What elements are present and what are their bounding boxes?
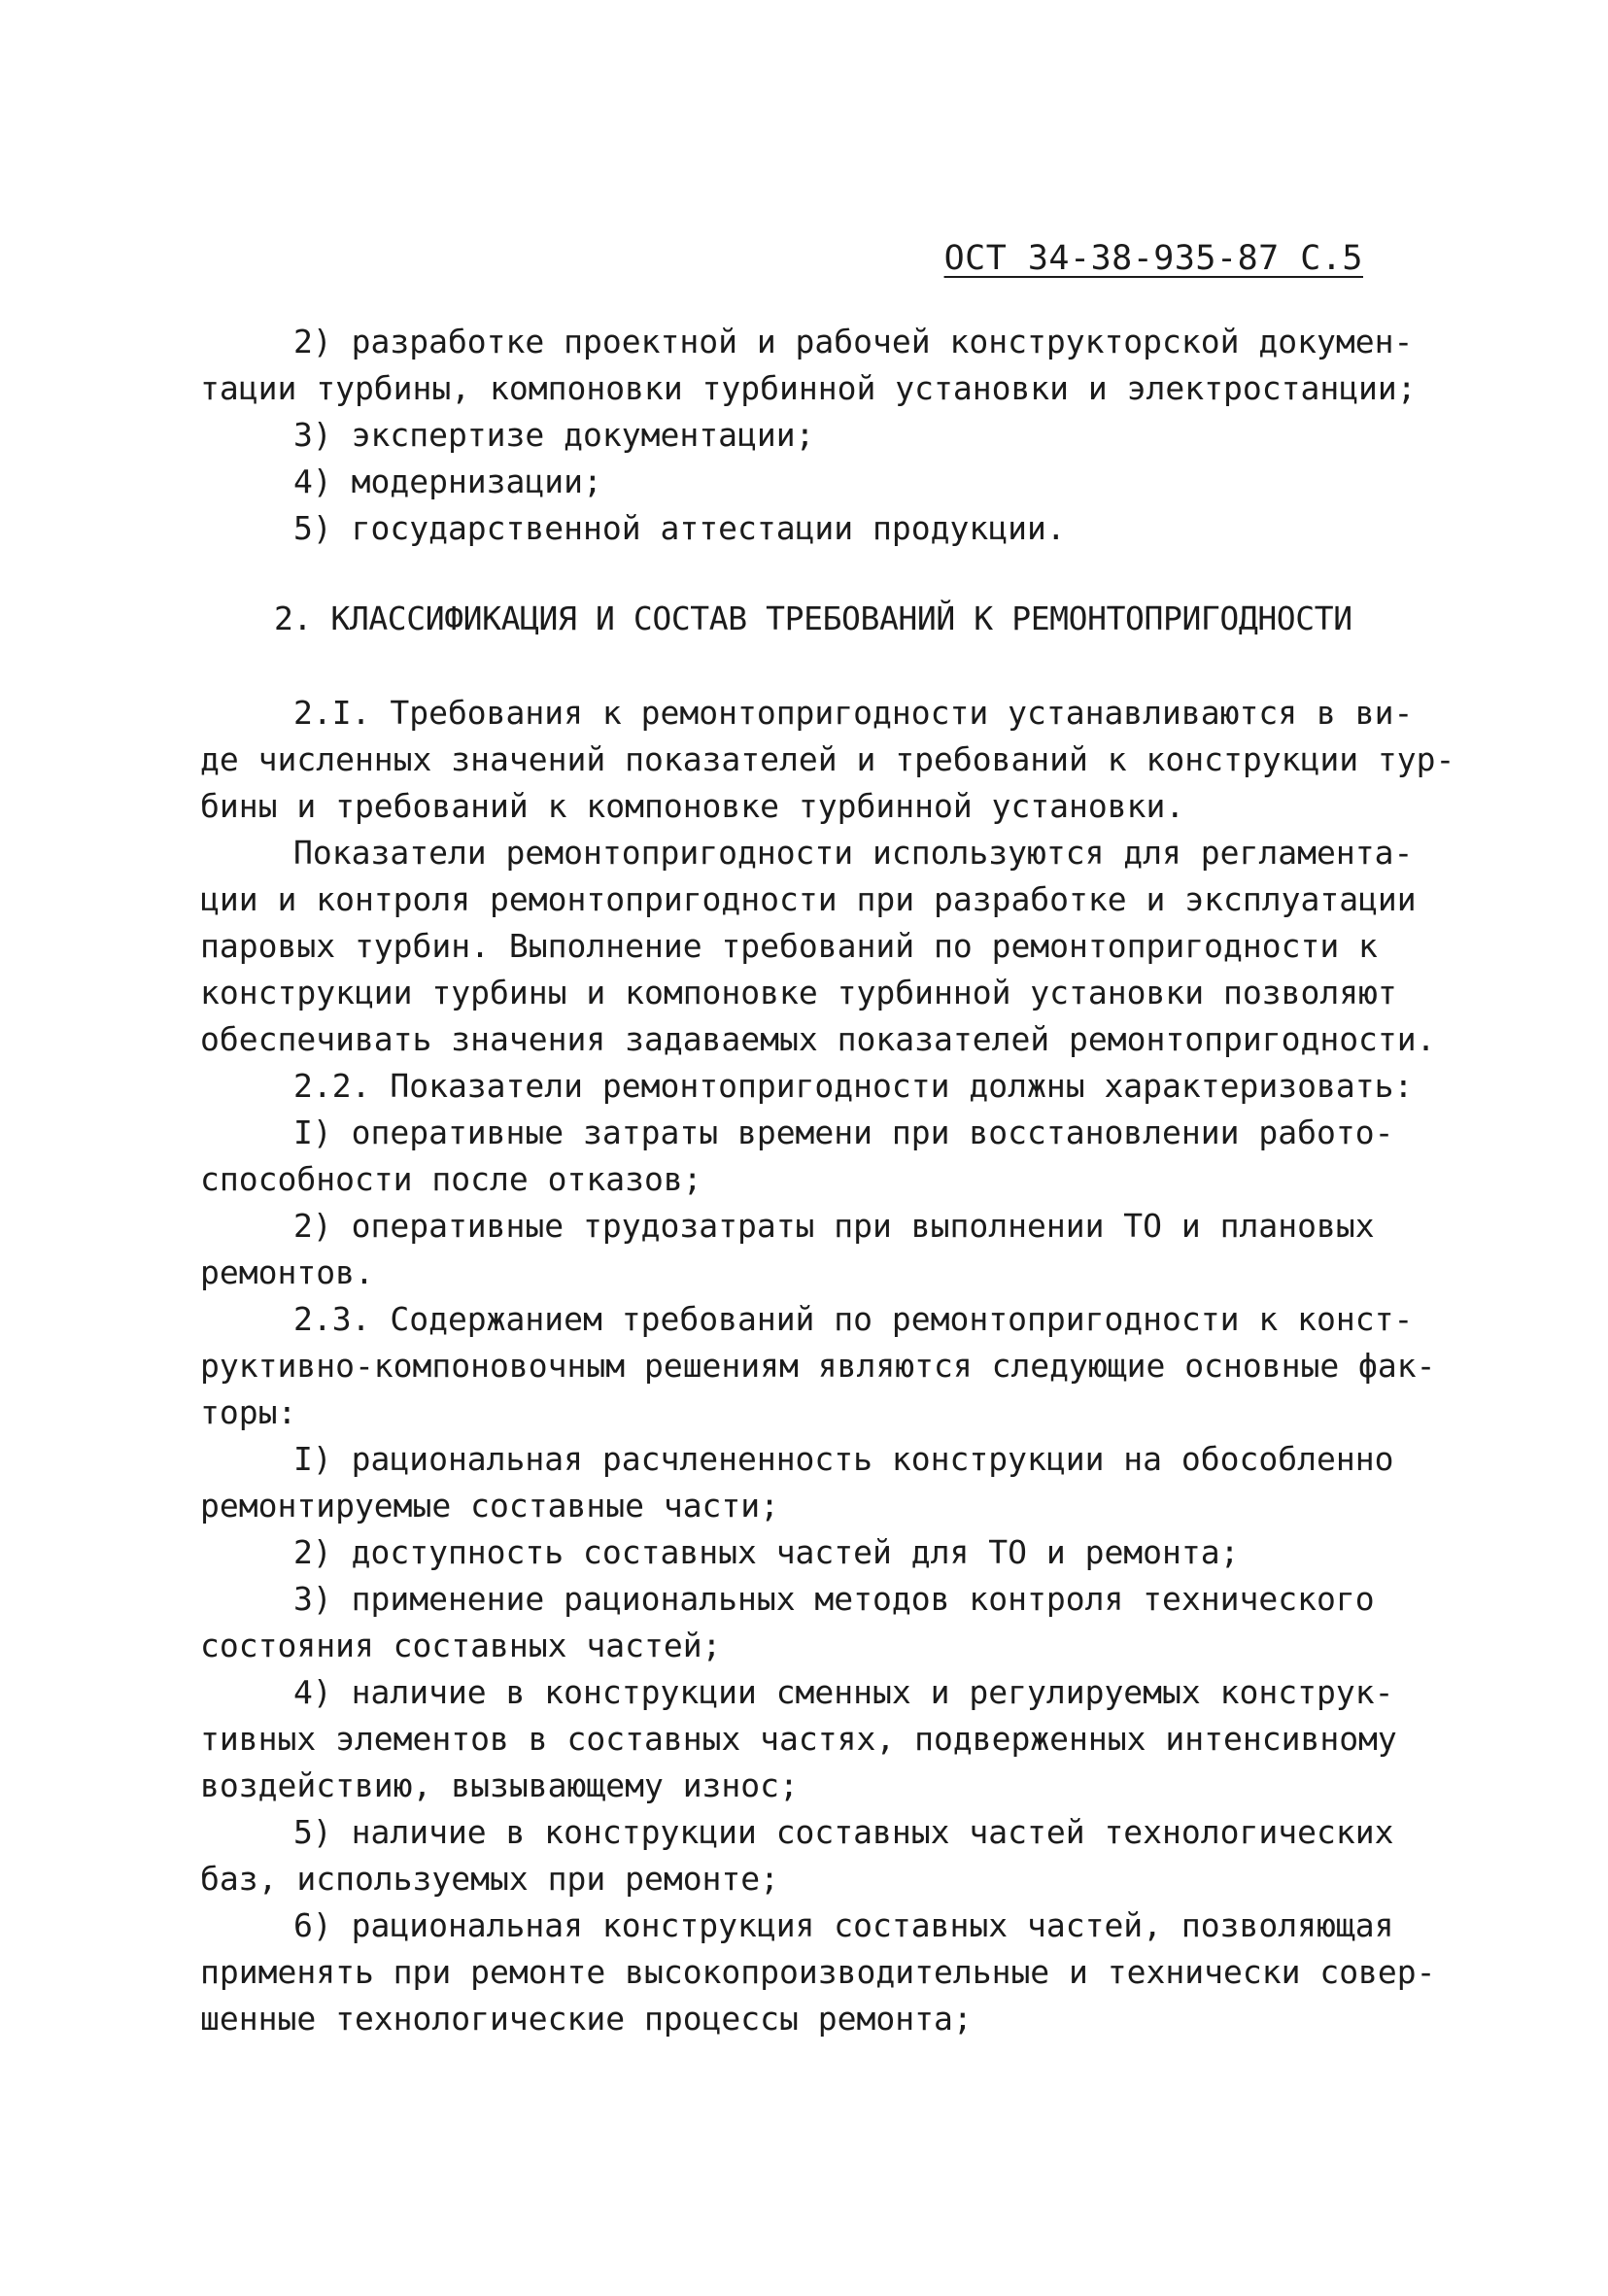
body-line: состояния составных частей;: [200, 1627, 722, 1664]
body-line: шенные технологические процессы ремонта;: [200, 2000, 973, 2038]
body-line: 2.3. Содержанием требований по ремонтопригодности к конст-: [293, 1300, 1414, 1338]
body-line: ремонтируемые составные части;: [200, 1487, 780, 1525]
body-line: способности после отказов;: [200, 1160, 702, 1198]
body-line: I) оперативные затраты времени при восстановлении работо-: [293, 1114, 1394, 1151]
body-line: ции и контроля ремонтопригодности при разработке и эксплуатации: [200, 880, 1417, 918]
body-line: руктивно-компоновочным решениям являются следующие основные фак-: [200, 1347, 1436, 1385]
body-line: Показатели ремонтопригодности используются для регламента-: [293, 834, 1414, 872]
body-line: 2) оперативные трудозатраты при выполнении ТО и плановых: [293, 1207, 1375, 1245]
body-line: 2) доступность составных частей для ТО и ремонта;: [293, 1533, 1240, 1571]
body-line: I) рациональная расчлененность конструкции на обособленно: [293, 1440, 1394, 1478]
section-body: [200, 690, 1455, 2042]
intro-line: 4) модернизации;: [293, 463, 602, 500]
intro-list: [200, 319, 1420, 552]
section-heading: 2. КЛАССИФИКАЦИЯ И СОСТАВ ТРЕБОВАНИЙ К РЕМОНТОПРИГОДНОСТИ: [274, 600, 1352, 637]
body-line: торы:: [200, 1393, 297, 1431]
body-line: воздействию, вызывающему износ;: [200, 1766, 799, 1804]
body-line: бины и требований к компоновке турбинной установки.: [200, 787, 1185, 825]
body-line: обеспечивать значения задаваемых показателей ремонтопригодности.: [200, 1020, 1436, 1058]
intro-line: 5) государственной аттестации продукции.: [293, 509, 1066, 547]
body-line: 2.2. Показатели ремонтопригодности должны характеризовать:: [293, 1067, 1414, 1105]
body-line: 4) наличие в конструкции сменных и регулируемых конструк-: [293, 1673, 1394, 1711]
body-line: 5) наличие в конструкции составных частей технологических: [293, 1813, 1394, 1851]
body-line: 2.I. Требования к ремонтопригодности устанавливаются в ви-: [293, 694, 1414, 732]
body-line: применять при ремонте высокопроизводительные и технически совер-: [200, 1953, 1436, 1991]
document-code-header: ОСТ 34-38-935-87 С.5: [943, 239, 1363, 278]
body-line: де численных значений показателей и требований к конструкции тур-: [200, 740, 1455, 778]
body-line: 6) рациональная конструкция составных частей, позволяющая: [293, 1906, 1394, 1944]
body-line: ремонтов.: [200, 1253, 374, 1291]
body-line: 3) применение рациональных методов контроля технического: [293, 1580, 1375, 1618]
intro-line: 3) экспертизе документации;: [293, 416, 815, 454]
intro-line: тации турбины, компоновки турбинной установки и электростанции;: [200, 369, 1417, 407]
body-line: тивных элементов в составных частях, подверженных интенсивному: [200, 1720, 1397, 1758]
body-line: паровых турбин. Выполнение требований по ремонтопригодности к: [200, 927, 1378, 965]
body-line: конструкции турбины и компоновке турбинной установки позволяют: [200, 974, 1397, 1011]
intro-line: 2) разработке проектной и рабочей конструкторской докумен-: [293, 323, 1414, 360]
body-line: баз, используемых при ремонте;: [200, 1860, 780, 1898]
